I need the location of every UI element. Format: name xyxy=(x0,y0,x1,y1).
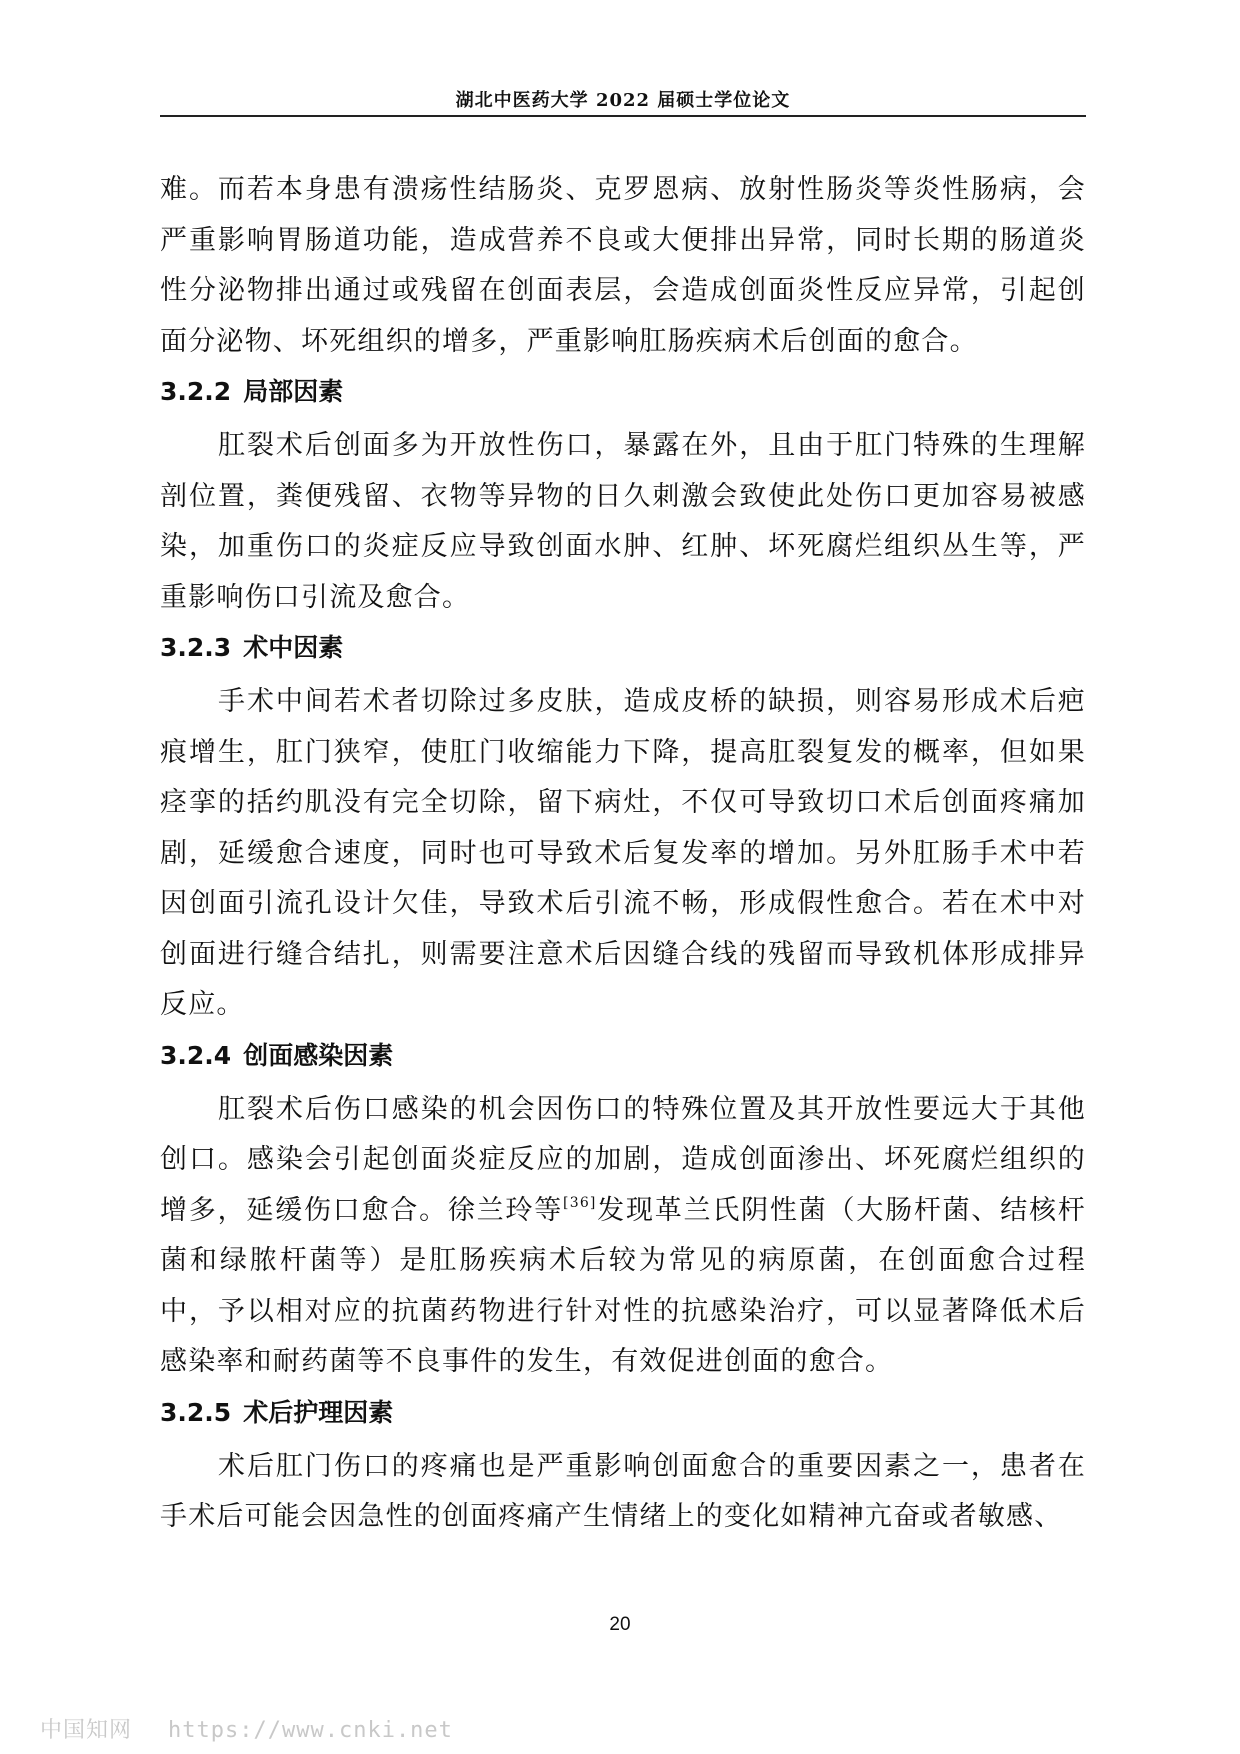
running-header: 湖北中医药大学 2022 届硕士学位论文 xyxy=(455,90,791,111)
section-number: 3.2.4 xyxy=(160,1040,232,1070)
paragraph-text: 发现革兰氏阴性菌（大肠杆菌、结核杆菌和绿脓杆菌等）是肛肠疾病术后较为常见的病原菌，在创面愈合过程中，予以相对应的抗菌药物进行针对性的抗感染治疗，可以显著降低术后感染率和耐药菌等不良事件的发生，有效促进创面的愈合。 xyxy=(160,1194,1086,1377)
paragraph-infection-factors xyxy=(160,1085,1086,1388)
page-number: 20 xyxy=(609,1614,631,1635)
cnki-watermark xyxy=(40,1713,453,1744)
section-heading-3-2-2 xyxy=(160,369,1086,415)
paragraph-local-factors: 肛裂术后创面多为开放性伤口，暴露在外，且由于肛门特殊的生理解剖位置，粪便残留、衣物等异物的日久刺激会致使此处伤口更加容易被感染，加重伤口的炎症反应导致创面水肿、红肿、坏死腐烂组织丛生等，严重影响伤口引流及愈合。 xyxy=(160,430,1086,613)
watermark-brand: 中国知网 xyxy=(40,1718,133,1743)
header-rule xyxy=(160,115,1086,117)
citation-ref[interactable]: [36] xyxy=(563,1194,597,1211)
paragraph-intraoperative-factors: 手术中间若术者切除过多皮肤，造成皮桥的缺损，则容易形成术后疤痕增生，肛门狭窄，使肛门收缩能力下降，提高肛裂复发的概率，但如果痉挛的括约肌没有完全切除，留下病灶，不仅可导致切口术后创面疼痛加剧，延缓愈合速度，同时也可导致术后复发率的增加。另外肛肠手术中若因创面引流孔设计欠佳，导致术后引流不畅，形成假性愈合。若在术中对创面进行缝合结扎，则需要注意术后因缝合线的残留而导致机体形成排异反应。 xyxy=(160,686,1086,1020)
section-heading-3-2-3 xyxy=(160,625,1086,671)
section-number: 3.2.3 xyxy=(160,633,232,662)
paragraph-text: 肛裂术后伤口感染的机会因伤口的特殊位置及其开放性要远大于其他创口。感染会引起创面炎症反应的加剧，造成创面渗出、坏死腐烂组织的增多，延缓伤口愈合。徐兰玲等 xyxy=(160,1093,1086,1226)
section-number: 3.2.5 xyxy=(160,1397,232,1427)
section-title: 术后护理因素 xyxy=(243,1397,394,1427)
section-title: 局部因素 xyxy=(243,377,344,406)
section-title: 创面感染因素 xyxy=(243,1040,394,1070)
section-title: 术中因素 xyxy=(243,633,344,662)
paragraph-postop-care: 术后肛门伤口的疼痛也是严重影响创面愈合的重要因素之一，患者在手术后可能会因急性的创面疼痛产生情绪上的变化如精神亢奋或者敏感、 xyxy=(160,1450,1086,1532)
paragraph-continued: 难。而若本身患有溃疡性结肠炎、克罗恩病、放射性肠炎等炎性肠病，会严重影响胃肠道功能，造成营养不良或大便排出异常，同时长期的肠道炎性分泌物排出通过或残留在创面表层，会造成创面炎性反应异常，引起创面分泌物、坏死组织的增多，严重影响肛肠疾病术后创面的愈合。 xyxy=(160,174,1086,357)
watermark-url: https://www.cnki.net xyxy=(168,1718,453,1743)
section-number: 3.2.2 xyxy=(160,377,232,406)
section-heading-3-2-5 xyxy=(160,1390,1086,1436)
page-body xyxy=(160,165,1086,1543)
section-heading-3-2-4 xyxy=(160,1033,1086,1079)
